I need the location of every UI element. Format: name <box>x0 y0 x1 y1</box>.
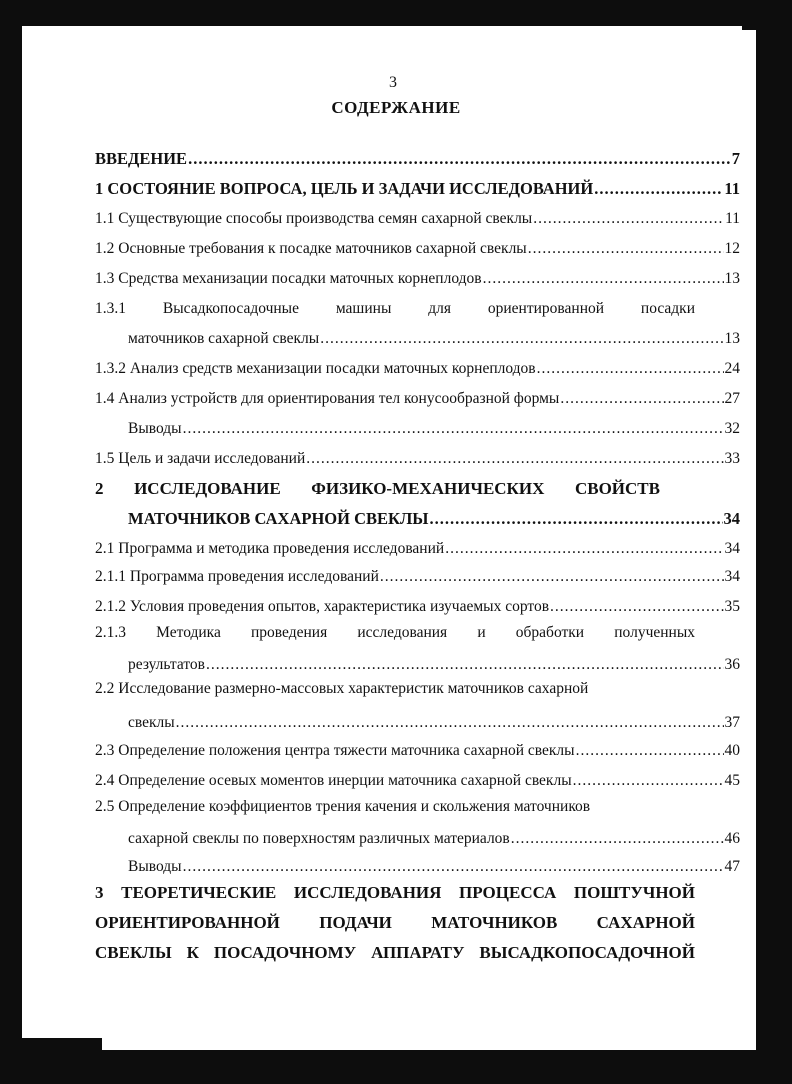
toc-leader <box>483 268 724 290</box>
toc-entry-text: 1.1 Существующие способы производства семян сахарной свеклы <box>95 210 533 227</box>
toc-entry-page: 13 <box>724 330 740 347</box>
toc-entry-wrapped: ОРИЕНТИРОВАННОЙ ПОДАЧИ МАТОЧНИКОВ САХАРНОЙ <box>95 913 695 932</box>
toc-leader <box>528 238 724 260</box>
toc-entry-wrapped: 1.3.1 Высадкопосадочные машины для ориентированной посадки <box>95 300 695 317</box>
toc-leader <box>183 418 724 440</box>
toc-entry-page: 13 <box>724 270 740 287</box>
scan-border-top <box>0 0 792 26</box>
toc-entry <box>95 358 740 380</box>
toc-entry-page: 34 <box>724 568 740 585</box>
toc-entry <box>95 178 740 200</box>
toc-entry-page: 34 <box>723 509 740 528</box>
toc-entry-page: 12 <box>724 240 740 257</box>
toc-entry-text: 2.1 Программа и методика проведения исследований <box>95 540 445 557</box>
toc-entry-page: 24 <box>724 360 740 377</box>
toc-entry-page: 45 <box>724 772 740 789</box>
toc-entry <box>95 268 740 290</box>
toc-entry-page: 35 <box>724 598 740 615</box>
toc-entry-wrapped <box>95 678 740 700</box>
scan-border-bottom <box>0 1050 792 1084</box>
toc-entry <box>95 208 740 230</box>
toc-leader <box>594 178 723 200</box>
toc-entry <box>128 856 740 878</box>
toc-entry-text: 2.4 Определение осевых моментов инерции маточника сахарной свеклы <box>95 772 572 789</box>
toc-leader <box>560 388 723 410</box>
toc-entry-text: 2.1.1 Программа проведения исследований <box>95 568 379 585</box>
toc-leader <box>380 566 724 588</box>
toc-entry-page: 33 <box>724 450 740 467</box>
toc-entry-wrapped: 2.1.3 Методика проведения исследования и обработки полученных <box>95 624 695 641</box>
toc-entry-text: 1.3.2 Анализ средств механизации посадки маточных корнеплодов <box>95 360 536 377</box>
toc-entry-page: 40 <box>724 742 740 759</box>
toc-entry-page: 47 <box>724 858 740 875</box>
toc-entry-text: ВВЕДЕНИЕ <box>95 149 188 168</box>
toc-entry <box>95 740 740 762</box>
toc-entry-text: 1.5 Цель и задачи исследований <box>95 450 306 467</box>
toc-entry-wrapped: 2 ИССЛЕДОВАНИЕ ФИЗИКО-МЕХАНИЧЕСКИХ СВОЙСТВ <box>95 479 660 498</box>
toc-entry-wrapped: СВЕКЛЫ К ПОСАДОЧНОМУ АППАРАТУ ВЫСАДКОПОСАДОЧНОЙ <box>95 943 695 962</box>
toc-entry <box>95 448 740 470</box>
toc-entry-text: 1.4 Анализ устройств для ориентирования тел конусообразной формы <box>95 390 560 407</box>
scan-border-right <box>756 0 792 1084</box>
toc-entry-page: 34 <box>724 540 740 557</box>
toc-entry <box>95 770 740 792</box>
toc-entry-text: результатов <box>128 656 205 673</box>
toc-entry-page: 11 <box>725 210 740 227</box>
page-title: СОДЕРЖАНИЕ <box>331 98 461 117</box>
toc-entry-text: 2.5 Определение коэффициентов трения качения и скольжения маточников <box>95 798 591 815</box>
toc-entry-text: сахарной свеклы по поверхностям различных материалов <box>128 830 510 847</box>
toc-leader <box>176 712 724 734</box>
toc-leader <box>306 448 723 470</box>
toc-entry-page: 7 <box>731 149 740 168</box>
toc-entry-text: 2.1.2 Условия проведения опытов, характеристика изучаемых сортов <box>95 598 550 615</box>
toc-leader <box>320 328 723 350</box>
scan-border-notch <box>742 0 762 30</box>
toc-entry-text: 2.2 Исследование размерно-массовых характеристик маточников сахарной <box>95 680 589 697</box>
toc-entry <box>95 596 740 618</box>
toc-entry-text: 1.3 Средства механизации посадки маточных корнеплодов <box>95 270 482 287</box>
toc-entry-text: Выводы <box>128 420 182 437</box>
toc-entry <box>95 238 740 260</box>
toc-entry-page: 32 <box>724 420 740 437</box>
toc-entry-page: 46 <box>724 830 740 847</box>
toc-entry-text: 1.2 Основные требования к посадке маточников сахарной свеклы <box>95 240 527 257</box>
toc-entry-page: 11 <box>724 179 740 198</box>
toc-entry-text: 2.3 Определение положения центра тяжести маточника сахарной свеклы <box>95 742 575 759</box>
toc-entry <box>128 654 740 676</box>
toc-leader <box>183 856 724 878</box>
toc-leader <box>550 596 723 618</box>
toc-entry <box>128 712 740 734</box>
toc-leader <box>445 538 723 560</box>
toc-leader <box>576 740 724 762</box>
toc-leader <box>188 148 731 170</box>
toc-leader <box>537 358 724 380</box>
toc-entry-page: 27 <box>724 390 740 407</box>
toc-leader <box>206 654 724 676</box>
toc-entry <box>128 418 740 440</box>
toc-entry-wrapped: 3 ТЕОРЕТИЧЕСКИЕ ИССЛЕДОВАНИЯ ПРОЦЕССА ПОШТУЧНОЙ <box>95 883 695 902</box>
toc-entry-page: 36 <box>724 656 740 673</box>
toc-entry-text: Выводы <box>128 858 182 875</box>
toc-entry-text: МАТОЧНИКОВ САХАРНОЙ СВЕКЛЫ <box>128 509 429 528</box>
toc-entry <box>128 828 740 850</box>
toc-entry <box>95 148 740 170</box>
toc-entry-text: маточников сахарной свеклы <box>128 330 320 347</box>
toc-leader <box>533 208 724 230</box>
page-number: 3 <box>389 74 397 91</box>
toc-entry <box>128 328 740 350</box>
toc-leader <box>573 770 724 792</box>
scan-border-corner <box>22 1038 102 1052</box>
toc-entry-text: 1 СОСТОЯНИЕ ВОПРОСА, ЦЕЛЬ И ЗАДАЧИ ИССЛЕДОВАНИЙ <box>95 179 594 198</box>
toc-entry <box>95 566 740 588</box>
scan-border-left <box>0 0 22 1084</box>
toc-entry <box>95 538 740 560</box>
toc-entry <box>95 388 740 410</box>
toc-entry-wrapped <box>95 796 740 818</box>
toc-leader <box>511 828 724 850</box>
toc-entry-text: свеклы <box>128 714 175 731</box>
toc-leader <box>429 508 722 530</box>
toc-entry <box>128 508 740 530</box>
toc-entry-page: 37 <box>724 714 740 731</box>
